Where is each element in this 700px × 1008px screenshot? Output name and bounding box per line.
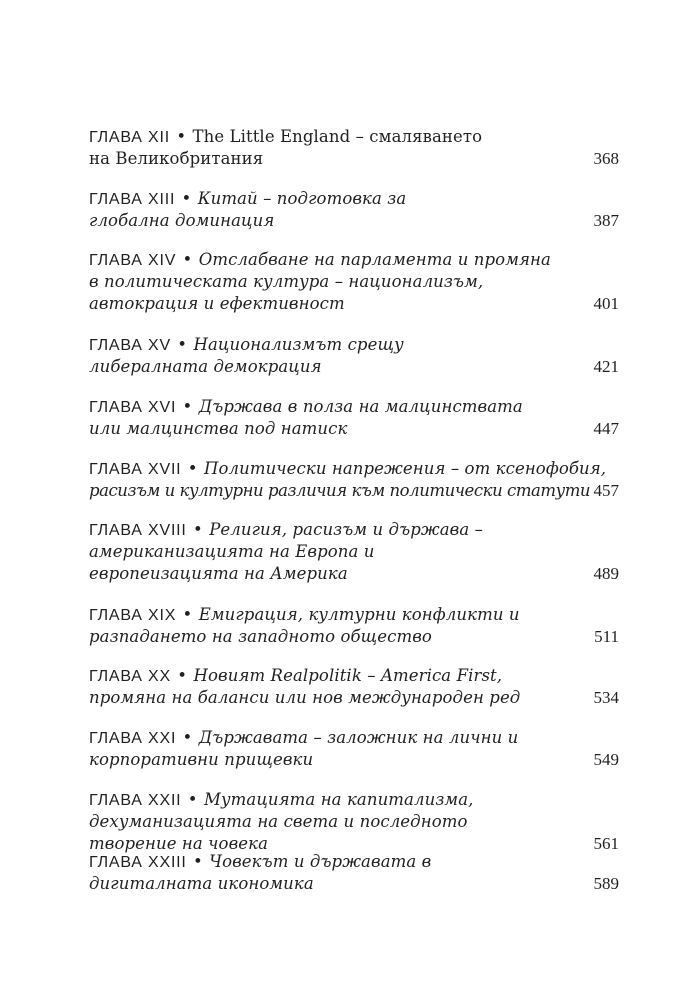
page-number: 489	[593, 564, 619, 583]
page-number: 549	[593, 750, 619, 769]
toc-entry	[89, 188, 619, 232]
chapter-title-line: либералната демокрация	[89, 357, 322, 376]
page-number: 561	[593, 834, 619, 853]
chapter-title-line: Мутацията на капитализма,	[203, 790, 474, 809]
toc-entry-line	[89, 519, 619, 541]
chapter-title-line: или малцинства под натиск	[89, 419, 348, 438]
toc-entry	[89, 604, 619, 648]
page-number: 457	[593, 481, 619, 500]
chapter-label: ГЛАВА XIX	[89, 607, 177, 624]
page-number: 368	[593, 149, 619, 168]
chapter-title-line: промяна на баланси или нов международен ред	[89, 688, 521, 707]
bullet-separator: •	[177, 728, 198, 747]
toc-entry-line	[89, 126, 619, 148]
bullet-separator: •	[170, 127, 192, 146]
chapter-title-line: европеизацията на Америка	[89, 564, 348, 583]
chapter-title-line: дехуманизацията на света и последното	[89, 812, 468, 831]
chapter-title-line: Китай – подготовка за	[197, 189, 407, 208]
bullet-separator: •	[171, 335, 193, 354]
bullet-separator: •	[182, 459, 203, 478]
toc-entry	[89, 727, 619, 771]
toc-entry-line	[89, 396, 619, 418]
toc-entry	[89, 851, 619, 895]
chapter-title-line: Човекът и държавата в	[209, 852, 432, 871]
chapter-title-line: дигиталната икономика	[89, 874, 314, 893]
toc-entry-line	[89, 665, 619, 687]
chapter-title-line: корпоративни прищевки	[89, 750, 314, 769]
toc-entry	[89, 396, 619, 440]
bullet-separator: •	[176, 189, 197, 208]
toc-entry	[89, 126, 619, 170]
toc-entry-line	[89, 604, 619, 626]
chapter-title-line: Религия, расизъм и държава –	[209, 520, 484, 539]
chapter-title-line: Отслабване на парламента и промяна	[198, 250, 551, 269]
chapter-title-line: американизацията на Европа и	[89, 542, 375, 561]
chapter-title-line: Държава в полза на малцинствата	[198, 397, 523, 416]
toc-entry	[89, 458, 619, 502]
toc-entry-line	[89, 188, 619, 210]
bullet-separator: •	[187, 852, 209, 871]
chapter-title-line: Емиграция, културни конфликти и	[198, 605, 520, 624]
chapter-label: ГЛАВА XVI	[89, 399, 177, 416]
chapter-title-line: Национализмът срещу	[193, 335, 404, 354]
chapter-title-line: Политически напрежения – от ксенофобия,	[203, 459, 607, 478]
bullet-separator: •	[177, 397, 198, 416]
chapter-label: ГЛАВА XVII	[89, 461, 182, 478]
chapter-label: ГЛАВА XIV	[89, 252, 177, 269]
chapter-label: ГЛАВА XXII	[89, 792, 182, 809]
chapter-label: ГЛАВА XX	[89, 668, 171, 685]
page-number: 401	[593, 294, 619, 313]
bullet-separator: •	[171, 666, 193, 685]
bullet-separator: •	[177, 250, 198, 269]
chapter-label: ГЛАВА XIII	[89, 191, 176, 208]
toc-entry-line	[89, 458, 619, 480]
chapter-title-line: расизъм и културни различия към политически статути	[89, 481, 591, 500]
toc-entry	[89, 249, 619, 315]
chapter-title-line: The Little England – смаляването	[192, 127, 483, 146]
toc-entry-line	[89, 249, 619, 271]
chapter-title-line: глобална доминация	[89, 211, 275, 230]
toc-entry	[89, 665, 619, 709]
toc-entry	[89, 519, 619, 585]
chapter-label: ГЛАВА XXIII	[89, 854, 187, 871]
page-number: 447	[593, 419, 619, 438]
page-number: 421	[593, 357, 619, 376]
toc-entry-line	[89, 334, 619, 356]
chapter-title-line: Новият Realpolitik – America First,	[193, 666, 503, 685]
page-number: 589	[593, 874, 619, 893]
bullet-separator: •	[177, 605, 198, 624]
toc-entry-line	[89, 789, 619, 811]
chapter-label: ГЛАВА XV	[89, 337, 171, 354]
bullet-separator: •	[182, 790, 203, 809]
chapter-title-line: Държавата – заложник на лични и	[198, 728, 519, 747]
chapter-label: ГЛАВА XXI	[89, 730, 177, 747]
chapter-title-line: творение на човека	[89, 834, 269, 853]
chapter-title-line: автокрация и ефективност	[89, 294, 345, 313]
chapter-label: ГЛАВА XVIII	[89, 522, 187, 539]
toc-entry	[89, 789, 619, 855]
table-of-contents	[89, 0, 619, 1008]
chapter-title-line: в политическата култура – национализъм,	[89, 272, 484, 291]
page-number: 387	[593, 211, 619, 230]
chapter-title-line: на Великобритания	[89, 149, 264, 168]
chapter-title-line: разпадането на западното общество	[89, 627, 432, 646]
page-number: 534	[593, 688, 619, 707]
toc-entry-line	[89, 727, 619, 749]
chapter-label: ГЛАВА XII	[89, 129, 170, 146]
page-number: 511	[594, 627, 619, 646]
bullet-separator: •	[187, 520, 209, 539]
toc-entry	[89, 334, 619, 378]
toc-entry-line	[89, 851, 619, 873]
